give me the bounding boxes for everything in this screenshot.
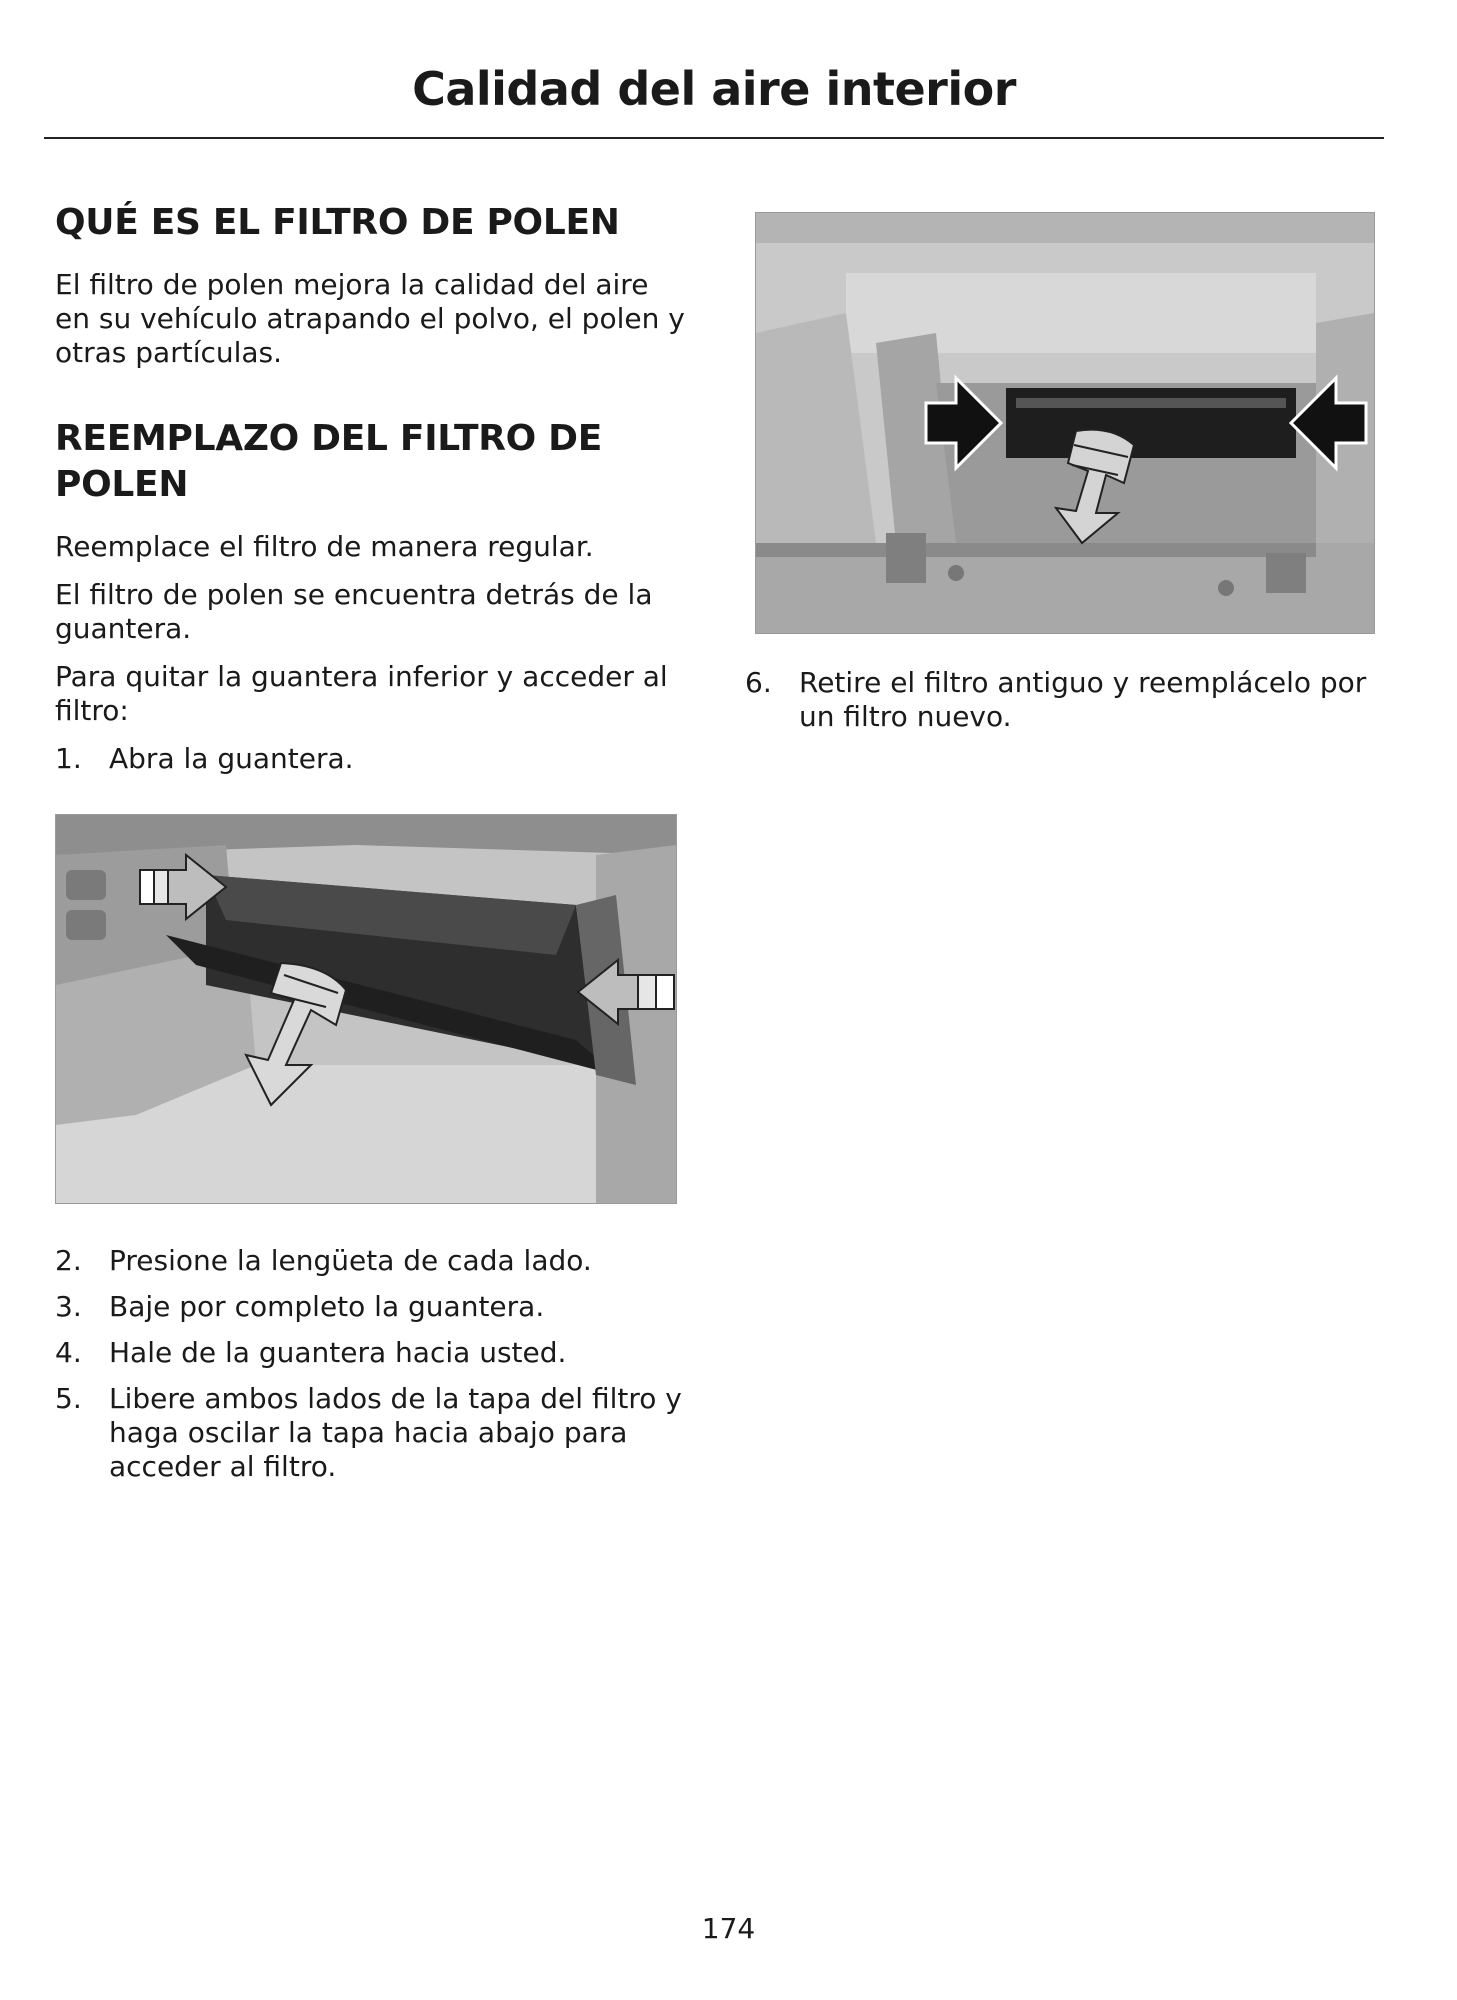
- list-item: [55, 1290, 685, 1324]
- step-number: 3.: [55, 1290, 82, 1323]
- section-body-what-is: El filtro de polen mejora la calidad del aire en su vehículo atrapando el polvo, el polen y otras partículas.: [55, 268, 685, 369]
- step-text: Abra la guantera.: [109, 742, 354, 775]
- list-item: [55, 1336, 685, 1370]
- step-number: 6.: [745, 666, 772, 699]
- paragraph-location: El filtro de polen se encuentra detrás de la guantera.: [55, 578, 653, 645]
- step-number: 4.: [55, 1336, 82, 1369]
- step-text: Baje por completo la guantera.: [109, 1290, 545, 1323]
- glovebox-illustration: [55, 814, 677, 1204]
- title-divider: [44, 137, 1384, 139]
- filter-cover-illustration: [755, 212, 1375, 634]
- paragraph-regular: Reemplace el filtro de manera regular.: [55, 530, 594, 563]
- section-heading-replacement: REEMPLAZO DEL FILTRO DE POLEN: [55, 418, 603, 505]
- step-text: Retire el filtro antiguo y reemplácelo por un filtro nuevo.: [799, 666, 1367, 733]
- list-item: [745, 666, 1375, 734]
- step-number: 2.: [55, 1244, 82, 1277]
- paragraph-instructions: Para quitar la guantera inferior y acceder al filtro:: [55, 660, 668, 727]
- list-item: [55, 742, 685, 776]
- filter-cover-drawing: [756, 213, 1374, 633]
- page-title: Calidad del aire interior: [412, 62, 1016, 116]
- glovebox-drawing: [56, 815, 676, 1203]
- step-number: 5.: [55, 1382, 82, 1415]
- step-text: Hale de la guantera hacia usted.: [109, 1336, 567, 1369]
- list-item: [55, 1244, 685, 1278]
- step-text: Libere ambos lados de la tapa del filtro y haga oscilar la tapa hacia abajo para acceder al filtro.: [109, 1382, 682, 1483]
- list-item: [55, 1382, 685, 1484]
- step-number: 1.: [55, 742, 82, 775]
- right-column: [745, 200, 1375, 734]
- section-heading-what-is: QUÉ ES EL FILTRO DE POLEN: [55, 202, 620, 243]
- page-number: 174: [701, 1912, 756, 1945]
- left-column: [55, 200, 685, 1484]
- step-text: Presione la lengüeta de cada lado.: [109, 1244, 592, 1277]
